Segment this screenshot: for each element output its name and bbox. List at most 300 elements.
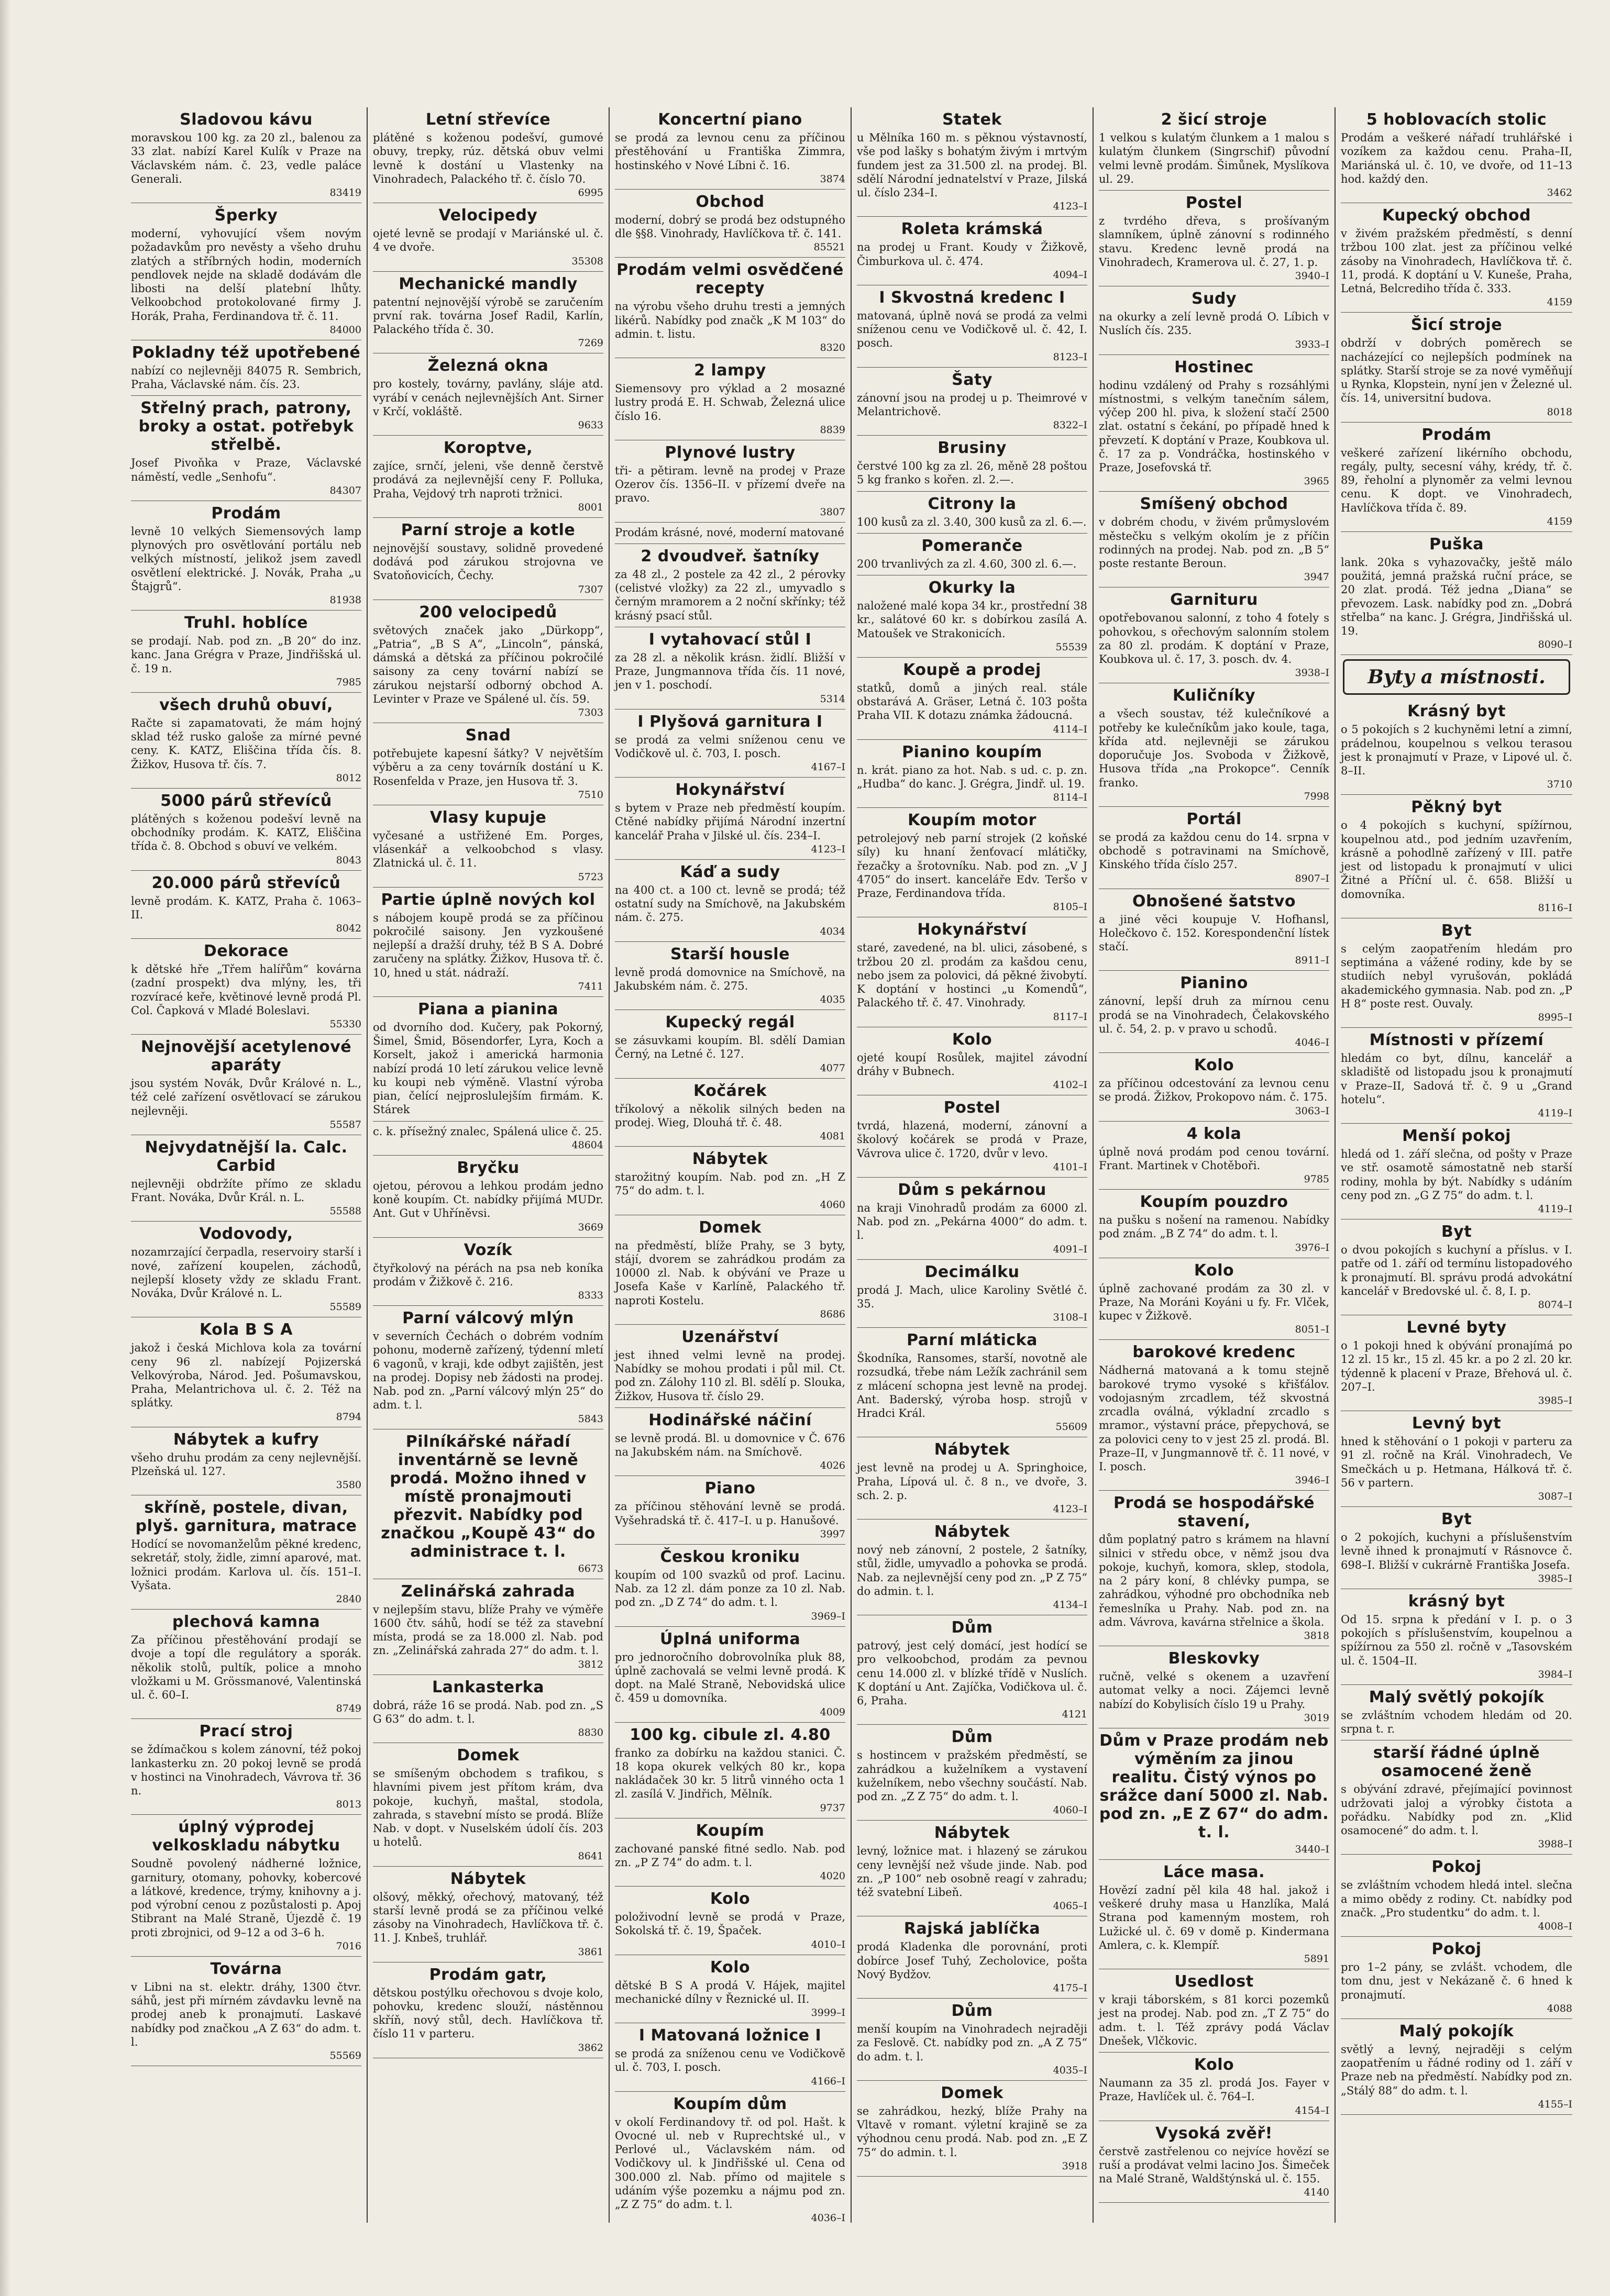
ad-code: 55330: [329, 1018, 361, 1030]
ad-heading: Smíšený obchod: [1140, 495, 1288, 514]
ad-heading: Prodám gatr,: [429, 1965, 547, 1984]
classified-ad: [857, 2081, 1087, 2177]
ad-heading: Kolo: [1194, 1261, 1234, 1280]
ad-text: v okolí Ferdinandovy tř. od pol. Hašt. k Ovocné ul. neb v Ruprechtské ul., v Perlové ul., Václavském nám. od Vodičkovy ul. k Jindřišské ul. Cena od 300.000 zl. Nab. přímo od majitele s udáním výše pozemku a nájmu pod zn. „Z Z 75“ do adm. t. l.: [615, 2115, 845, 2211]
ad-text: s obývání zdravé, přejímající povinnost udržovati jaloj a výrobky čistota a pořádku. Nabídky pod zn. „Klid osamocené“ do adm. t. l.: [1341, 1783, 1572, 1837]
ad-text: z tvrdého dřeva, s prošívaným slamníkem, úplně zánovní s rodinného stavu. Kredenc levně prodá na Vinohradech, Kramerova ul. č. 27, 1. p.: [1099, 215, 1329, 269]
ad-code: 55539: [1055, 641, 1087, 653]
classified-ad: [1341, 2019, 1572, 2115]
ad-text: pro 1–2 pány, se zvlášt. vchodem, dle tom dnu, jest v Nekázaně č. 6 hned k pronajmutí.: [1341, 1961, 1572, 2001]
ad-heading: Koupím: [696, 1821, 765, 1840]
ad-heading: Pokladny též upotřebené: [131, 343, 361, 362]
classified-ad: [1099, 1491, 1329, 1646]
ad-heading: Hokynářství: [917, 920, 1027, 939]
ad-code: 4034: [820, 925, 845, 937]
classified-ad: [1099, 2053, 1329, 2121]
ad-code: 84307: [329, 484, 361, 496]
classified-ad: [373, 805, 603, 888]
ad-code: 8907–I: [1295, 872, 1329, 884]
ad-text: levně 10 velkých Siemensových lamp plynových pro osvětlování portálu neb velkých místností, jelikož jsem zavedl osvětlení elektrické. J. Novák, Praha „u Štajgrů“.: [131, 525, 361, 593]
classified-columns: [126, 107, 1580, 2223]
ad-heading: 2 šicí stroje: [1161, 110, 1267, 129]
column-4: [852, 107, 1094, 2223]
ad-text: v nejlepším stavu, blíže Prahy ve výměře 1600 čtv. sáhů, hodí se též za stavební místa, prodá se za 18.000 zl. Nab. pod zn. „Zelinářská zahrada 27“ do adm. t. l.: [373, 1603, 603, 1657]
ad-code: 8001: [578, 501, 603, 513]
ad-code: 5843: [578, 1413, 603, 1425]
ad-code: 4091–I: [1053, 1243, 1087, 1255]
ad-text: jest ihned velmi levně na prodej. Nabídky se mohou prodati i půl mil. Ct. pod zn. Zálohy 110 zl. Bl. sdělí p. Slouka, Žižkov, Husova tř. číslo 29.: [615, 1348, 845, 1403]
ad-text: s celým zaopatřením hledám pro septimána a vážené rodiny, kde by se studiích nebyl vyrušován, pokládá akademického gymnasia. Nab. pod zn. „P H 8“ poste rest. Ouvaly.: [1341, 942, 1572, 1010]
ad-heading: Letní střevíce: [425, 110, 551, 129]
classified-ad: [131, 1719, 361, 1815]
ad-heading: Pomeranče: [921, 536, 1023, 555]
ad-heading: Úplná uniforma: [659, 1629, 801, 1648]
ad-text: tři- a pětiram. levně na prodej v Praze Ozerov čís. 1356–II. v přízemí dveře na pravo.: [615, 464, 845, 505]
ad-heading: Zelinářská zahrada: [401, 1582, 576, 1601]
ad-text: od dvorního dod. Kučery, pak Pokorný, Šimel, Šmid, Bösendorfer, Lyra, Koch a Korselt, jakož i americká harmonia nabízí prodá 10 letí zárukou velice levně ku koupi neb výměně. Vlastní výroba pian, čelící nejproslulejším firmám. K. Stárek: [373, 1021, 603, 1116]
ad-text: o dvou pokojích s kuchyní a příslus. v I. patře od 1. září od termínu listopadového k pronajmutí. Bl. správu prodá advokátní kancelář v Bredovské ul. č. 8, I. p.: [1341, 1244, 1572, 1297]
ad-heading: 2 lampy: [694, 361, 766, 380]
ad-code: 8018: [1547, 406, 1572, 418]
ad-heading: úplný výprodej velkoskladu nábytku: [152, 1818, 340, 1855]
ad-heading: Prodám: [1421, 425, 1492, 444]
classified-ad: [615, 778, 845, 860]
ad-code: 8911–I: [1295, 955, 1329, 967]
ad-heading: Střelný prach, patrony, broky a ostat. potřebyk střelbě.: [138, 399, 354, 454]
ad-text: matovaná, úplně nová se prodá za velmi sníženou cenu ve Vodičkově ul. č. 42, I. posch.: [857, 309, 1087, 350]
classified-ad: [1099, 492, 1329, 587]
classified-ad: [131, 1317, 361, 1427]
classified-ad: [373, 1122, 603, 1156]
classified-ad: [1341, 795, 1572, 918]
ad-code: 4008–I: [1538, 1921, 1572, 1932]
ad-code: 3918: [1062, 2160, 1087, 2172]
ad-code: 4175–I: [1053, 1982, 1087, 1994]
ad-code: 35308: [571, 255, 603, 267]
ad-code: 48604: [571, 1139, 603, 1151]
ad-code: 8749: [336, 1703, 361, 1715]
classified-ad: [615, 1408, 845, 1477]
ad-heading: Snad: [465, 726, 511, 745]
ad-code: 7411: [578, 980, 603, 992]
ad-heading: Domek: [941, 2083, 1004, 2102]
ad-code: 3985–I: [1538, 1572, 1572, 1584]
ad-code: 7303: [578, 707, 603, 718]
classified-ad: [373, 723, 603, 805]
ad-text: na předměstí, blíže Prahy, se 3 byty, stájí, dvorem se zahrádkou prodám za 10000 zl. Nab. k obývání ve Praze u Josefa Kaše v Karlíně, Palackého tř. naproti Kostelu.: [615, 1239, 845, 1307]
ad-text: Račte si zapamatovati, že mám hojný sklad též rusko galoše za mírné pevné ceny. K. KATZ, Eliščina třída čís. 8. Žižkov, Husova tř. čís. 7.: [131, 716, 361, 771]
ad-text: nejlevněji obdržíte přímo ze skladu Frant. Nováka, Dvůr Král. n. L.: [131, 1177, 361, 1204]
ad-text: levný, ložnice mat. i hlazený se zárukou ceny levnější než všude jinde. Nab. pod zn. „P 100“ neb osobně reagí v zahradu; též svatební Libeň.: [857, 1845, 1087, 1899]
ad-code: 8117–I: [1053, 1011, 1087, 1023]
ad-text: opotřebovanou salonní, z toho 4 fotely s pohovkou, s ořechovým salonním stolem za 80 zl. prodám. K doptání v Praze, Koubkova ul. č. 17, 3. posch. dv. 4.: [1099, 612, 1329, 665]
ad-code: 8322–I: [1053, 419, 1087, 431]
ad-text: hledá od 1. září slečna, od pošty v Praze ve stř. osamotě sámostatně neb starší rodiny, mohla by být. Nabídky s udáním ceny pod zn. „G Z 75“ do adm. t. l.: [1341, 1148, 1572, 1202]
ad-text: ojetou, pérovou a lehkou prodám jedno koně koupím. Ct. nabídky přijímá MUDr. Ant. Gut v Uhříněvsi.: [373, 1179, 603, 1220]
ad-code: 3965: [1304, 475, 1329, 487]
classified-ad: [373, 600, 603, 724]
classified-ad: [1099, 889, 1329, 971]
ad-text: na výrobu všeho druhu tresti a jemných likérů. Nabídky pod značk „K M 103“ do admin. t. listu.: [615, 300, 845, 340]
classified-ad: [1341, 107, 1572, 203]
ad-text: se levně prodá. Bl. u domovnice v Č. 676 na Jakubském nám. na Smíchově.: [615, 1432, 845, 1458]
ad-heading: Levný byt: [1411, 1414, 1502, 1433]
ad-text: starožitný koupím. Nab. pod zn. „H Z 75“ do adm. t. l.: [615, 1171, 845, 1197]
classified-ad: [1099, 971, 1329, 1053]
ad-code: 8794: [336, 1411, 361, 1423]
ad-text: nejnovější soustavy, solidně provedené dodává pod zárukou strojovna ve Svatoňovicích, Čechy.: [373, 541, 603, 582]
ad-code: 4009: [820, 1706, 845, 1718]
ad-heading: Koupím motor: [908, 811, 1036, 829]
ad-text: patentní nejnovější výrobě se zaručením první rak. továrna Josef Radil, Karlín, Palackého třída č. 30.: [373, 295, 603, 336]
ad-heading: 100 kg. cibule zl. 4.80: [630, 1725, 831, 1744]
ad-text: dětskou postýlku ořechovou s dvoje kolo, pohovku, kredenc slouží, nástěnnou skříň, nový stůl, dech. Havlíčkova tř. číslo 11 v parteru.: [373, 1986, 603, 2040]
ad-code: 8686: [820, 1308, 845, 1320]
ad-code: 55589: [329, 1301, 361, 1313]
ad-text: o 2 pokojích, kuchyni a příslušenstvím levně ihned k pronajmutí v Rásnovce č. 698–I. Bližší v cukrárně Františka Josefa.: [1341, 1531, 1572, 1571]
ad-heading: Továrna: [210, 1959, 282, 1978]
ad-text: Siemensovy pro výklad a 2 mosazné lustry prodá E. H. Schwab, Železná ulice číslo 16.: [615, 382, 845, 423]
column-5: [1094, 107, 1336, 2223]
ad-code: 5314: [820, 693, 845, 705]
ad-code: 4155–I: [1538, 2098, 1572, 2110]
ad-code: 4123–I: [1053, 201, 1087, 213]
classified-ad: [615, 258, 845, 358]
ad-heading: Parní válcový mlýn: [402, 1309, 574, 1327]
ad-heading: Domek: [699, 1218, 762, 1237]
classified-ad: [615, 709, 845, 778]
column-3: [610, 107, 852, 2223]
ad-code: 4081: [820, 1130, 845, 1142]
ad-heading: Bryčku: [457, 1158, 520, 1177]
ad-code: 3940–I: [1295, 270, 1329, 282]
classified-ad: [857, 740, 1087, 808]
ad-code: 85521: [813, 241, 845, 253]
ad-text: koupím od 100 svazků od prof. Lacinu. Nab. za 12 zl. dám ponze za 10 zl. Nab. pod zn. „D Z 74“ do adm. t. l.: [615, 1568, 845, 1609]
classified-ad: [131, 396, 361, 501]
classified-ad: [1099, 286, 1329, 355]
ad-text: čtyřkolový na pérách na psa neb koníka prodám v Žižkově č. 216.: [373, 1261, 603, 1288]
ad-text: jest levně na prodej u A. Springhoice, Praha, Lípová ul. č. 8 n., ve dvoře, 3. sch. 2. p.: [857, 1461, 1087, 1502]
ad-code: 8105–I: [1053, 901, 1087, 913]
ad-text: jsou systém Novák, Dvůr Králové n. L., též celé zařízení osvětlovací se zárukou nejlevněji.: [131, 1077, 361, 1117]
ad-heading: barokové kredenc: [1132, 1343, 1296, 1362]
ad-heading: Dekorace: [203, 942, 289, 960]
ad-text: moderní, vyhovující všem novým požadavkům pro nevěsty a všeho druhu zlatých a stříbrných hodin, moderních pendlovek nejde na skladě dodávám dle libosti na delší platební lhůty. Velkoobchod protokolované firmy J. Horák, Praha, Ferdinandova tř. č. 11.: [131, 227, 361, 323]
classified-ad: [857, 1725, 1087, 1821]
ad-code: 7985: [336, 676, 361, 688]
ad-heading: Kolo: [952, 1030, 993, 1049]
ad-heading: Prodá se hospodářské stavení,: [1113, 1494, 1315, 1531]
ad-code: 9633: [578, 419, 603, 431]
ad-heading: Železná okna: [427, 357, 549, 375]
classified-ad: [615, 1545, 845, 1627]
ad-code: 8012: [336, 772, 361, 784]
ad-code: 4114–I: [1053, 723, 1087, 735]
ad-heading: Parní stroje a kotle: [401, 520, 576, 539]
ad-text: obdrží v dobrých poměrech se nacházející co nejlepších podmínek na splátky. Starší stroje se za nové vyměňují u Rynka, Klopstein, nyní jen v Železné ul. čís. 14, universitní budova.: [1341, 337, 1572, 405]
ad-text: úplně zachované prodám za 30 zl. v Praze, Na Moráni Koyáni u fy. Fr. Vlček, kupec v Žižkově.: [1099, 1282, 1329, 1322]
ad-heading: Okurky la: [928, 579, 1016, 597]
classified-ad: [615, 1476, 845, 1545]
classified-ad: [131, 1957, 361, 2066]
classified-ad: [1341, 1855, 1572, 1937]
ad-heading: Pokoj: [1431, 1858, 1482, 1877]
ad-code: 3108–I: [1053, 1312, 1087, 1323]
ad-code: 4134–I: [1053, 1599, 1087, 1611]
classified-ad: [1341, 532, 1572, 656]
column-2: [368, 107, 610, 2223]
classified-ad: [1099, 1860, 1329, 1969]
ad-text: světlý a levný, nejraději s celým zaopatřením u řádné rodiny od 1. září v Praze neb na předměstí. Nabídky pod zn. „Stálý 88“ do adm. t. l.: [1341, 2043, 1572, 2097]
ad-heading: Šaty: [952, 370, 993, 389]
ad-text: nabízí co nejlevněji 84075 R. Sembrich, Praha, Václavské nám. čís. 23.: [131, 364, 361, 391]
ad-text: za příčinou stěhování levně se prodá. Vyšehradská tř. č. 417–I. u p. Hanušové.: [615, 1500, 845, 1527]
ad-heading: Kuličníky: [1172, 686, 1256, 705]
ad-code: 8116–I: [1538, 902, 1572, 914]
classified-ad: [857, 808, 1087, 917]
ad-heading: Koroptve,: [443, 439, 533, 457]
classified-ad: [131, 871, 361, 939]
ad-heading: Statek: [942, 110, 1002, 129]
ad-heading: Koupím pouzdro: [1140, 1193, 1288, 1211]
ad-text: petrolejový neb parní strojek (2 koňské síly) ku hnaní ženťovací mlátičky, řezačky a šrotovníku. Nab. pod zn. „V J 4705“ do insert. kanceláře Edv. Teršo v Praze, Ferdinandova třída.: [857, 832, 1087, 900]
column-6: [1336, 107, 1578, 2223]
classified-ad: [615, 523, 845, 544]
ad-text: c. k. přísežný znalec, Spálená ulice č. 25.: [373, 1125, 602, 1138]
ad-code: 4119–I: [1538, 1107, 1572, 1119]
ad-code: 4065–I: [1053, 1900, 1087, 1912]
ad-heading: I Skvostná kredenc I: [879, 288, 1065, 307]
ad-text: lank. 20ka s vyhazovačky, ještě málo použitá, jemná pražská ruční práce, se 20 zlat. prodá. Též jedna „Diana“ se převozem. Lask. nabídky pod zn. „Dobrá střelba“ na kanc. J. Grégra, Jindřišská ul. 19.: [1341, 556, 1572, 637]
ad-code: 3933–I: [1295, 338, 1329, 350]
ad-text: patrový, jest celý domácí, jest hodící se pro velkoobchod, prodám za pevnou cenu 14.000 zl. v blízké třídě v Nuslích. K doptání u Ant. Zajíčka, Vodičkova ul. č. 6, Praha.: [857, 1639, 1087, 1707]
ad-heading: 5 hoblovacích stolic: [1366, 110, 1547, 129]
ad-heading: Brusiny: [938, 439, 1007, 457]
ad-code: 3861: [578, 1946, 603, 1958]
ad-text: v Libni na st. elektr. dráhy, 1300 čtvr. sáhů, jest při mírném závdavku levně na prodej aneb k pronajmutí. Laskavé nabídky pod značkou „A Z 63“ do adm. t. l.: [131, 1980, 361, 2048]
classified-ad: [857, 285, 1087, 368]
ad-heading: Piana a pianina: [418, 1000, 558, 1018]
ad-text: se zvláštním vchodem hledám od 20. srpna t. r.: [1341, 1709, 1572, 1735]
ad-heading: Malý světlý pokojík: [1369, 1688, 1545, 1706]
ad-text: 1 velkou s kulatým člunkem a 1 malou s kulatým člunkem (Singrschif) původní velmi levně prodám. Šimůnek, Myslíkova ul. 29.: [1099, 131, 1329, 185]
ad-code: 7307: [578, 583, 603, 595]
ad-code: 3710: [1547, 779, 1572, 791]
classified-ad: [1099, 1122, 1329, 1190]
ad-code: 4010–I: [811, 1938, 845, 1950]
ad-text: na kraji Vinohradů prodám za 6000 zl. Nab. pod zn. „Pekárna 4000“ do adm. t. l.: [857, 1201, 1087, 1242]
classified-ad: [131, 501, 361, 611]
ad-heading: I Plyšová garnitura I: [637, 712, 823, 731]
ad-text: ojeté levně se prodají v Mariánské ul. č. 4 ve dvoře.: [373, 227, 603, 254]
ad-text: statků, domů a jiných real. stále obstarává A. Gräser, Letná č. 103 pošta Praha VII. K dotazu známka žádoucná.: [857, 681, 1087, 722]
ad-text: levně prodá domovnice na Smíchově, na Jakubském nám. č. 275.: [615, 966, 845, 992]
classified-ad: [1099, 2121, 1329, 2203]
ad-code: 55569: [329, 2050, 361, 2061]
ad-heading: Hokynářství: [675, 781, 785, 799]
classified-ad: [373, 1962, 603, 2058]
classified-ad: [615, 1215, 845, 1325]
ad-text: o 5 pokojích s 2 kuchyněmi letní a zimní, prádelnou, koupelnou s velkou terasou jest k pronajmutí v Praze, v Lipové ul. č. 8–II.: [1341, 723, 1572, 777]
ad-code: 3019: [1304, 1712, 1329, 1724]
ad-heading: Sladovou kávu: [180, 110, 313, 129]
ad-code: 8333: [578, 1290, 603, 1301]
ad-code: 3947: [1304, 571, 1329, 583]
classified-ad: [615, 107, 845, 190]
ad-text: se prodají. Nab. pod zn. „B 20“ do inz. kanc. Jana Grégra v Praze, Jindřišská ul. č. 19 n.: [131, 635, 361, 675]
ad-text: světových značek jako „Dürkopp“, „Patria“, „B S A“, „Lincoln“, pánská, dámská a dětská za příčinou pokročilé saisony za ceny tovární nabízí se zárukou nejstarší odborný obchod A. Levinter v Praze ve Spálené ul. čís. 59.: [373, 624, 603, 705]
ad-code: 4077: [820, 1062, 845, 1074]
ad-heading: Starší housle: [670, 945, 790, 963]
ad-text: se zahrádkou, hezký, blíže Prahy na Vltavě v romant. výletní krajině se za výhodnou cenu prodá. Nab. pod zn. „E Z 75“ do admin. t. l.: [857, 2104, 1087, 2159]
ad-text: úplně nová prodám pod cenou tovární. Frant. Martinek v Chotěboři.: [1099, 1145, 1329, 1172]
classified-ad: [857, 492, 1087, 534]
ad-heading: Koupě a prodej: [903, 660, 1041, 679]
ad-heading: plechová kamna: [172, 1613, 321, 1631]
classified-ad: [857, 917, 1087, 1027]
ad-text: olšový, měkký, ořechový, matovaný, též starší levně prodá se za příčinou velké zásoby na Vinohradech, Havlíčkova tř. č. 11. J. Knbeš, truhlář.: [373, 1890, 603, 1945]
ad-code: 3087–I: [1538, 1491, 1572, 1502]
ad-code: 55587: [329, 1118, 361, 1130]
ad-text: se prodá za sníženou cenu ve Vodičkově ul. č. 703, I. posch.: [615, 2047, 845, 2074]
classified-ad: [373, 107, 603, 203]
ad-code: 7510: [578, 789, 603, 801]
ad-heading: Lankasterka: [432, 1678, 544, 1696]
classified-ad: [615, 358, 845, 440]
ad-text: n. krát. piano za hot. Nab. s ud. c. p. zn. „Hudba“ do kanc. J. Grégra, Jindř. ul. 19.: [857, 763, 1087, 790]
ad-code: 4101–I: [1053, 1161, 1087, 1173]
ad-heading: Roleta krámská: [901, 220, 1043, 239]
ad-text: zajíce, srnčí, jeleni, vše denně čerstvě prodává za nejlevnější ceny F. Polluka, Praha, Vejdový trh naproti tržnici.: [373, 460, 603, 500]
ad-heading: Truhl. hoblíce: [184, 614, 308, 632]
ad-text: všeho druhu prodám za ceny nejlevnější. Plzeňská ul. 127.: [131, 1451, 361, 1478]
ad-heading: Nejnovější acetylenové aparáty: [140, 1038, 352, 1074]
ad-heading: Kola B S A: [200, 1321, 293, 1339]
ad-text: nový neb zánovní, 2 postele, 2 šatníky, stůl, židle, umyvadlo a pohovka se prodá. Nab. za nejlevnější ceny pod zn. „P Z 75“ do admin. t. l.: [857, 1544, 1087, 1598]
ad-code: 3807: [820, 506, 845, 518]
ad-text: potřebujete kapesní šátky? V největším výběru a za ceny továrník dostání u K. Rosenfelda v Praze, jen Husova tř. 3.: [373, 747, 603, 787]
ad-code: 4167–I: [811, 761, 845, 773]
ad-heading: Kolo: [710, 1958, 751, 1977]
ad-heading: Postel: [943, 1099, 1001, 1117]
ad-code: 4088: [1547, 2002, 1572, 2014]
ad-text: se prodá za velmi sníženou cenu ve Vodičkově ul. č. 703, I. posch.: [615, 733, 845, 760]
classified-ad: [131, 1222, 361, 1317]
classified-ad: [857, 1437, 1087, 1519]
ad-heading: Partie úplně nových kol: [381, 890, 596, 909]
classified-ad: [615, 860, 845, 942]
ad-heading: Prodám: [211, 504, 281, 523]
classified-ad: [615, 1147, 845, 1215]
ad-code: 8830: [578, 1727, 603, 1738]
ad-text: v živém pražském předměstí, s denní tržbou 100 zlat. jest za příčinou velké zásoby na Vinohradech, Havlíčkova tř. č. 11, prodá. K doptání u V. Kuneše, Praha, Letná, Belcrediho třída č. 333.: [1341, 227, 1572, 295]
ad-heading: Mechanické mandly: [399, 274, 578, 293]
ad-text: tříkolový a několik silných beden na prodej. Wieg, Dlouhá tř. č. 48.: [615, 1102, 845, 1129]
ad-text: plátěné s koženou podešví, gumové obuvy, trepky, rúz. dětská obuv velmi levně k dostání u Vlastenky na Vinohradech, Palackého tř. č. číslo 70.: [373, 131, 603, 185]
ad-heading: Prodám velmi osvědčené recepty: [616, 261, 844, 298]
ad-heading: Plynové lustry: [665, 443, 796, 462]
classified-ad: [857, 658, 1087, 740]
ad-heading: Obchod: [696, 192, 765, 211]
ad-heading: Koncertní piano: [658, 110, 802, 129]
classified-ad: [857, 1178, 1087, 1260]
ad-heading: Uzenářství: [681, 1327, 779, 1346]
classified-ad: [131, 789, 361, 871]
ad-text: moderní, dobrý se prodá bez odstupného dle §§8. Vinohrady, Havlíčkova tř. č. 141.: [615, 213, 845, 240]
classified-ad: [1341, 1315, 1572, 1411]
classified-ad: [615, 942, 845, 1011]
classified-ad: [1341, 1685, 1572, 1741]
ad-code: 8114–I: [1053, 792, 1087, 803]
ad-heading: Českou kroniku: [660, 1547, 800, 1566]
classified-ad: [131, 203, 361, 340]
ad-heading: 4 kola: [1186, 1124, 1242, 1143]
ad-heading: Pianino koupím: [902, 742, 1042, 761]
classified-ad: [615, 1723, 845, 1818]
ad-heading: Obnošené šatstvo: [1132, 892, 1296, 911]
ad-heading: Nábytek: [934, 1440, 1010, 1459]
ad-text: zánovní jsou na prodej u p. Theimrové v Melantrichově.: [857, 391, 1087, 418]
ad-text: Soudně povolený nádherné ložnice, garnitury, otomany, pohovky, kobercové a látkové, kredence, trýmy, knihovny a j. pod výrobní cenou z pozůstalosti p. Apoj Stibrant na Malé Straně, Újezdě č. 19 proti zbrojnici, od 9–12 a od 3–6 h.: [131, 1857, 361, 1939]
ad-heading: Dům: [951, 1618, 993, 1637]
ad-text: a všech soustav, též kulečníkové a potřeby ke kulečníkům jako koule, taga, křída atd. nejlevněji se zárukou doporučuje Jos. Svoboda v Žižkově, Husova třída „na Prokopce“. Cenník franko.: [1099, 707, 1329, 789]
ad-code: 4140: [1304, 2187, 1329, 2199]
classified-ad: [131, 939, 361, 1035]
classified-ad: [615, 627, 845, 709]
classified-ad: [373, 436, 603, 518]
ad-code: 8051–I: [1295, 1324, 1329, 1336]
section-heading: Byty a místnosti.: [1343, 659, 1570, 695]
ad-code: 3818: [1304, 1630, 1329, 1641]
classified-ad: [615, 544, 845, 627]
classified-ad: [615, 190, 845, 258]
ad-text: plátěných s koženou podešví levně na obchodníky prodám. K. KATZ, Eliščina třída č. 8. Obchod s obuví ve velkém.: [131, 812, 361, 853]
ad-heading: Usedlost: [1174, 1972, 1254, 1991]
ad-text: menší koupím na Vinohradech nejraději za Feslově. Ct. nabídky pod zn. „A Z 75“ do adm. t. l.: [857, 2023, 1087, 2063]
ad-text: na 400 ct. a 100 ct. levně se prodá; též ostatní sudy na Smíchově, na Jakubském nám. č. 275.: [615, 883, 845, 924]
ad-code: 8839: [820, 424, 845, 436]
classified-ad: [857, 1095, 1087, 1178]
classified-ad: [131, 1427, 361, 1496]
ad-heading: Byt: [1441, 921, 1472, 940]
ad-code: 4026: [820, 1460, 845, 1472]
classified-ad: [1341, 1937, 1572, 2019]
classified-ad: [1099, 1728, 1329, 1860]
classified-ad: [857, 368, 1087, 436]
classified-ad: [857, 1999, 1087, 2081]
ad-heading: Nejvydatnější la. Calc. Carbid: [145, 1138, 348, 1175]
ad-text: dům poplatný patro s krámem na hlavní silnici v středu obce, v němž jsou dva pokoje, kuchyň, komora, sklep, stodola, na 2 páry koní, 8 chlévky pumpa, se zahrádkou, výhodné pro obchodníka neb řemeslníka u Prahy. Nab. pod zn. na adm. Vávrova, kavárna střelnice a škola.: [1099, 1533, 1329, 1628]
ad-heading: Postel: [1185, 194, 1243, 212]
ad-heading: Hostinec: [1174, 358, 1254, 376]
classified-ad: [615, 440, 845, 523]
classified-ad: [857, 1519, 1087, 1615]
ad-heading: Puška: [1429, 535, 1484, 553]
classified-ad: [373, 1867, 603, 1962]
classified-ad: [1099, 1340, 1329, 1491]
ad-heading: Portál: [1186, 809, 1242, 828]
ad-text: Škodníka, Ransomes, starší, novotně ale rozsudká, třebe nám Ležík zachránil sem z mlácení schopna jest levně na prodej. Ant. Baderský, výroba hosp. strojů v Hradci Král.: [857, 1352, 1087, 1419]
classified-ad: [131, 1135, 361, 1222]
ad-heading: Šicí stroje: [1410, 316, 1503, 335]
ad-heading: Šperky: [214, 206, 278, 225]
ad-code: 3669: [578, 1221, 603, 1233]
classified-ad: [1341, 918, 1572, 1028]
ad-code: 6673: [578, 1562, 603, 1574]
ad-heading: Sudy: [1192, 290, 1237, 308]
ad-code: 4036–I: [811, 2212, 845, 2223]
